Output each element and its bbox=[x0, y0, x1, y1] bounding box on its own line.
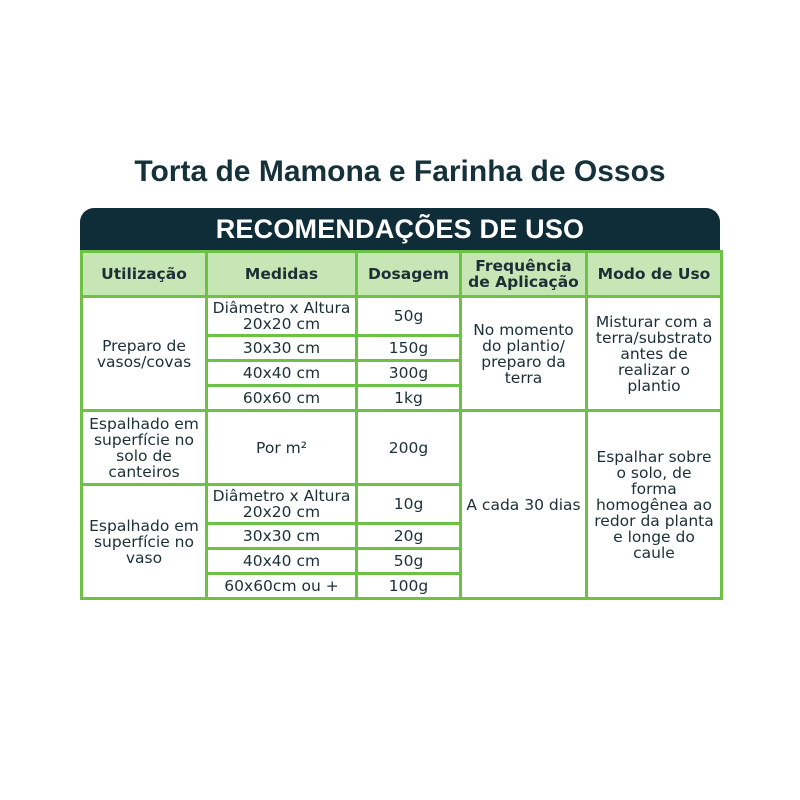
dosagem-cell: 50g bbox=[357, 297, 461, 336]
medida-cell: 30x30 cm bbox=[207, 524, 357, 549]
medida-cell: 60x60 cm bbox=[207, 386, 357, 411]
modo-cell: Misturar com a terra/substrato antes de realizar o plantio bbox=[587, 297, 722, 411]
medida-cell bbox=[207, 297, 357, 336]
utilizacao-cell: Espalhado em superfície no solo de canteiros bbox=[82, 411, 207, 485]
utilizacao-cell: Preparo de vasos/covas bbox=[82, 297, 207, 411]
medida-cell: 30x30 cm bbox=[207, 336, 357, 361]
frequencia-cell: No momento do plantio/ preparo da terra bbox=[461, 297, 587, 411]
frequencia-cell: A cada 30 dias bbox=[461, 411, 587, 599]
dosagem-cell: 150g bbox=[357, 336, 461, 361]
header-dosagem: Dosagem bbox=[357, 252, 461, 297]
table-row bbox=[82, 411, 722, 485]
dosagem-cell: 1kg bbox=[357, 386, 461, 411]
medida-line: 20x20 cm bbox=[242, 503, 321, 521]
dosagem-cell: 300g bbox=[357, 361, 461, 386]
medida-cell: 40x40 cm bbox=[207, 549, 357, 574]
medida-cell bbox=[207, 485, 357, 524]
medida-cell: 40x40 cm bbox=[207, 361, 357, 386]
medida-cell: Por m² bbox=[207, 411, 357, 485]
dosagem-cell: 100g bbox=[357, 574, 461, 599]
medida-line: Diâmetro x Altura bbox=[212, 299, 351, 317]
utilizacao-cell: Espalhado em superfície no vaso bbox=[82, 485, 207, 599]
dosagem-cell: 50g bbox=[357, 549, 461, 574]
header-frequencia: Frequência de Aplicação bbox=[461, 252, 587, 297]
header-medidas: Medidas bbox=[207, 252, 357, 297]
dosagem-cell: 10g bbox=[357, 485, 461, 524]
header-utilizacao: Utilização bbox=[82, 252, 207, 297]
modo-cell: Espalhar sobre o solo, de forma homogênea ao redor da planta e longe do caule bbox=[587, 411, 722, 599]
dosagem-cell: 200g bbox=[357, 411, 461, 485]
medida-cell: 60x60cm ou + bbox=[207, 574, 357, 599]
medida-line: 20x20 cm bbox=[242, 315, 321, 333]
header-row bbox=[82, 252, 722, 297]
recommendations-table bbox=[80, 250, 723, 600]
dosagem-cell: 20g bbox=[357, 524, 461, 549]
table-row bbox=[82, 297, 722, 336]
header-modo: Modo de Uso bbox=[587, 252, 722, 297]
table-banner: RECOMENDAÇÕES DE USO bbox=[80, 208, 720, 250]
medida-line: Diâmetro x Altura bbox=[212, 487, 351, 505]
page-title: Torta de Mamona e Farinha de Ossos bbox=[134, 155, 666, 188]
